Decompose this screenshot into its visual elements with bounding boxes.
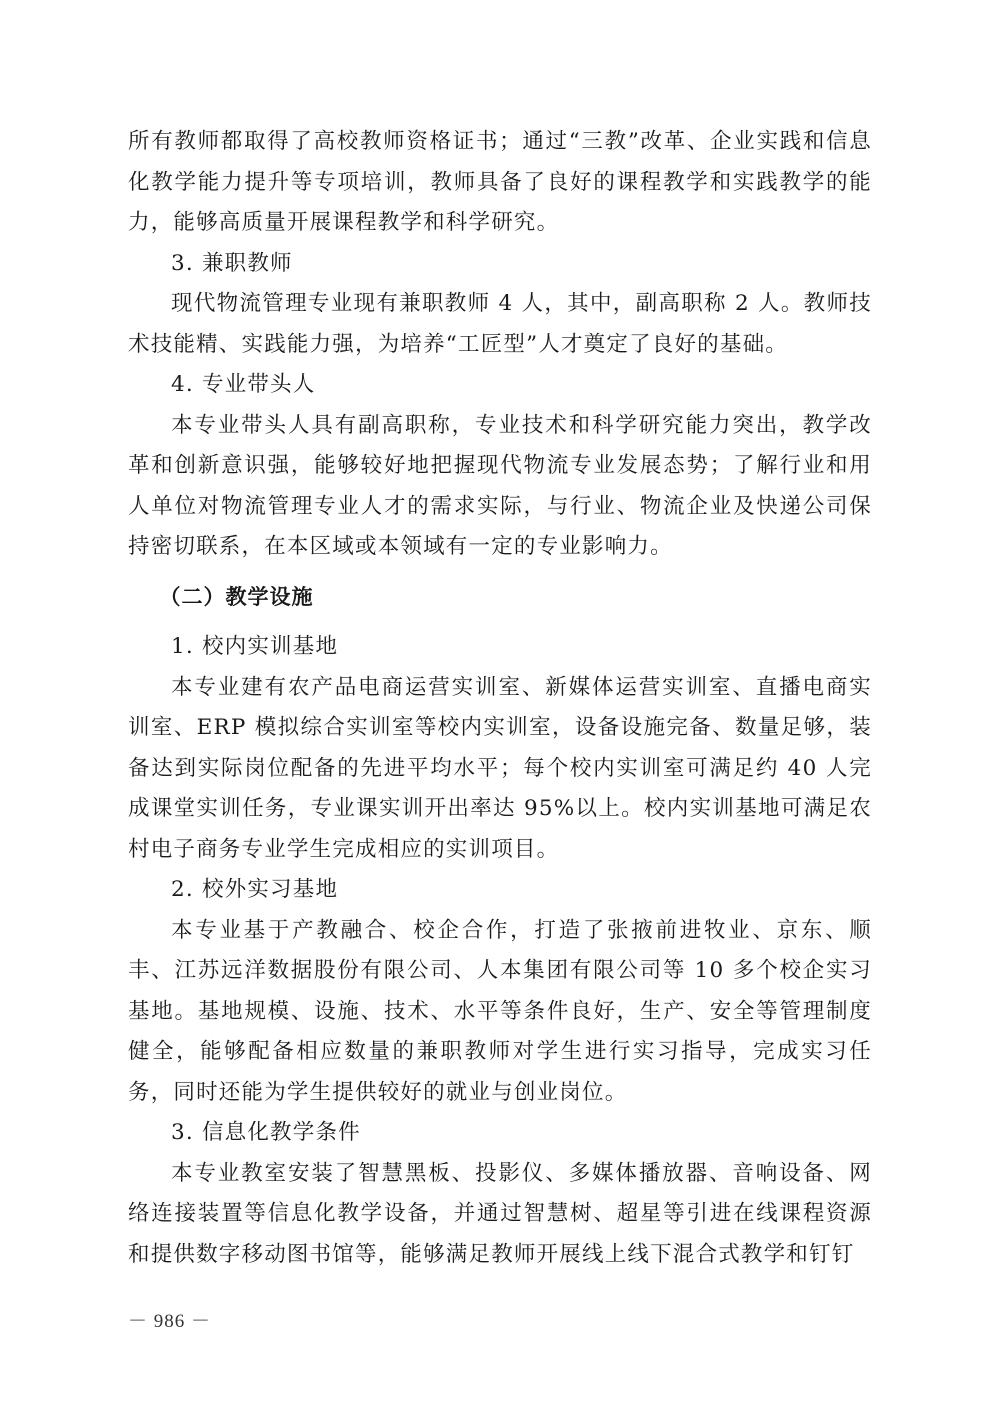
paragraph-part-time-teachers: 现代物流管理专业现有兼职教师 4 人，其中，副高职称 2 人。教师技术技能精、实践能力强，为培养“工匠型”人才奠定了良好的基础。 — [128, 291, 872, 357]
heading-on-campus-training: 1. 校内实训基地 — [171, 634, 339, 659]
paragraph-program-leader: 本专业带头人具有副高职称，专业技术和科学研究能力突出，教学改革和创新意识强，能够较好地把握现代物流专业发展态势；了解行业和用人单位对物流管理专业人才的需求实际，与行业、物流企业及快递公司保持密切联系，在本区域或本领域有一定的专业影响力。 — [128, 412, 872, 559]
page-number: － 986 － — [128, 1311, 212, 1332]
paragraph-off-campus-internship: 本专业基于产教融合、校企合作，打造了张掖前进牧业、京东、顺丰、江苏远洋数据股份有限公司、人本集团有限公司等 10 多个校企实习基地。基地规模、设施、技术、水平等条件良好，生产、安全等管理制度健全，能够配备相应数量的兼职教师对学生进行实习指导，完成实习任务，同时还能为学生提供较好的就业与创业岗位。 — [128, 917, 872, 1105]
paragraph-on-campus-training: 本专业建有农产品电商运营实训室、新媒体运营实训室、直播电商实训室、ERP 模拟综合实训室等校内实训室，设备设施完备、数量足够，装备达到实际岗位配备的先进平均水平；每个校内实训室可满足约 40 人完成课堂实训任务，专业课实训开出率达 95%以上。校内实训基地可满足农村电子商务专业学生完成相应的实训项目。 — [128, 674, 872, 862]
page-body — [128, 122, 872, 1275]
paragraph-intro: 所有教师都取得了高校教师资格证书；通过“三教”改革、企业实践和信息化教学能力提升等专项培训，教师具备了良好的课程教学和实践教学的能力，能够高质量开展课程教学和科学研究。 — [128, 129, 872, 235]
heading-part-time-teachers: 3. 兼职教师 — [171, 250, 293, 276]
section-heading-teaching-facilities: （二）教学设施 — [159, 584, 314, 609]
paragraph-it-teaching-conditions: 本专业教室安装了智慧黑板、投影仪、多媒体播放器、音响设备、网络连接装置等信息化教学设备，并通过智慧树、超星等引进在线课程资源和提供数字移动图书馆等，能够满足教师开展线上线下混合式教学和钉钉 — [128, 1160, 872, 1267]
heading-it-teaching-conditions: 3. 信息化教学条件 — [171, 1120, 361, 1145]
heading-off-campus-internship: 2. 校外实习基地 — [171, 877, 339, 902]
heading-program-leader: 4. 专业带头人 — [171, 372, 316, 397]
